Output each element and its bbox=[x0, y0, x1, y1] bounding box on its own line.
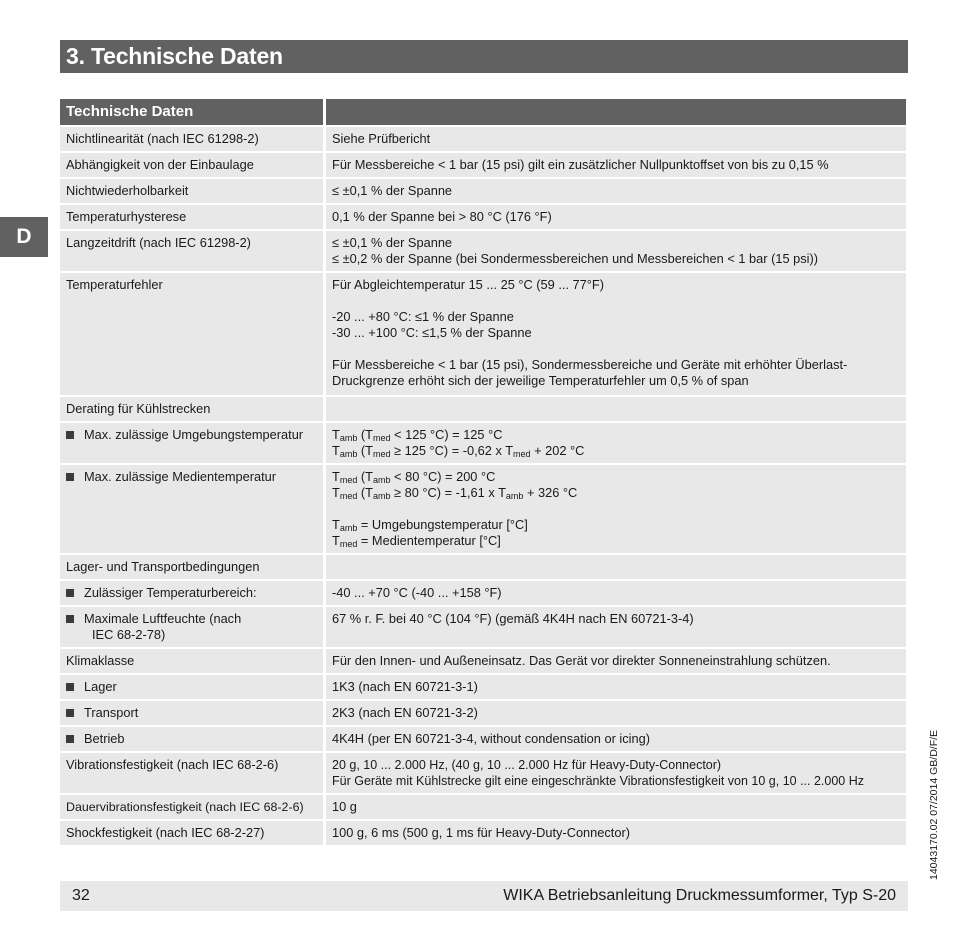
row-label: Klimaklasse bbox=[60, 649, 323, 673]
row-label-text: Zulässiger Temperaturbereich: bbox=[84, 585, 257, 600]
value-line: -20 ... +80 °C: ≤1 % der Spanne bbox=[332, 309, 514, 324]
row-value: 4K4H (per EN 60721-3-4, without condensation or icing) bbox=[326, 727, 906, 751]
value-line: -30 ... +100 °C: ≤1,5 % der Spanne bbox=[332, 325, 532, 340]
label-line: Maximale Luftfeuchte (nach bbox=[66, 611, 317, 627]
bullet-icon bbox=[66, 473, 74, 481]
table-header-title: Technische Daten bbox=[60, 99, 323, 125]
row-label-text: Lager bbox=[84, 679, 117, 694]
table-row bbox=[60, 795, 906, 819]
value-line: ≤ ±0,2 % der Spanne (bei Sondermessbereichen und Messbereichen < 1 bar (15 psi)) bbox=[332, 251, 819, 266]
row-label: Derating für Kühlstrecken bbox=[60, 397, 323, 421]
bullet-icon bbox=[66, 709, 74, 717]
row-value: ≤ ±0,1 % der Spanne bbox=[326, 179, 906, 203]
language-tab-label: D bbox=[16, 225, 32, 248]
row-value bbox=[326, 753, 906, 793]
row-value: -40 ... +70 °C (-40 ... +158 °F) bbox=[326, 581, 906, 605]
bullet-icon bbox=[66, 589, 74, 597]
row-label: Lager- und Transportbedingungen bbox=[60, 555, 323, 579]
row-label bbox=[60, 607, 323, 647]
row-value: Für den Innen- und Außeneinsatz. Das Gerät vor direkter Sonneneinstrahlung schützen. bbox=[326, 649, 906, 673]
value-line: ≤ ±0,1 % der Spanne bbox=[332, 235, 453, 250]
row-value: 1K3 (nach EN 60721-3-1) bbox=[326, 675, 906, 699]
row-value: 100 g, 6 ms (500 g, 1 ms für Heavy-Duty-Connector) bbox=[326, 821, 906, 845]
row-label bbox=[60, 465, 323, 553]
row-value: Für Messbereiche < 1 bar (15 psi) gilt ein zusätzlicher Nullpunktoffset von bis zu 0,15 % bbox=[326, 153, 906, 177]
table-header bbox=[60, 99, 906, 125]
row-value: 10 g bbox=[326, 795, 906, 819]
row-label bbox=[60, 675, 323, 699]
table-row bbox=[60, 423, 906, 463]
row-label-text: Transport bbox=[84, 705, 139, 720]
row-value: Siehe Prüfbericht bbox=[326, 127, 906, 151]
row-value bbox=[326, 231, 906, 271]
row-value: 67 % r. F. bei 40 °C (104 °F) (gemäß 4K4H nach EN 60721-3-4) bbox=[326, 607, 906, 647]
row-value bbox=[326, 273, 906, 395]
table-row bbox=[60, 231, 906, 271]
section-title: 3. Technische Daten bbox=[66, 43, 283, 69]
value-line: $T_{med}$ = Medientemperatur [°C] bbox=[332, 533, 501, 549]
section-header-bar bbox=[60, 40, 908, 73]
row-label bbox=[60, 581, 323, 605]
table-row bbox=[60, 179, 906, 203]
table-row bbox=[60, 397, 906, 421]
language-tab bbox=[0, 217, 48, 257]
table-row bbox=[60, 675, 906, 699]
row-value bbox=[326, 465, 906, 553]
row-label-text: Max. zulässige Umgebungstemperatur bbox=[84, 427, 304, 442]
table-row bbox=[60, 465, 906, 553]
table-row bbox=[60, 273, 906, 395]
table-row bbox=[60, 581, 906, 605]
value-line: 20 g, 10 ... 2.000 Hz, (40 g, 10 ... 2.000 Hz für Heavy-Duty-Connector) bbox=[332, 758, 722, 772]
row-value bbox=[326, 423, 906, 463]
row-value: 0,1 % der Spanne bei > 80 °C (176 °F) bbox=[326, 205, 906, 229]
value-line: Für Abgleichtemperatur 15 ... 25 °C (59 ... 77°F) bbox=[332, 277, 604, 292]
value-line: Für Geräte mit Kühlstrecke gilt eine eingeschränkte Vibrationsfestigkeit von 10 g, 10 ... 2.000 Hz bbox=[332, 774, 864, 788]
row-label: Langzeitdrift (nach IEC 61298-2) bbox=[60, 231, 323, 271]
bullet-icon bbox=[66, 683, 74, 691]
row-label: Shockfestigkeit (nach IEC 68-2-27) bbox=[60, 821, 323, 845]
footer-title: WIKA Betriebsanleitung Druckmessumformer, Typ S-20 bbox=[503, 887, 896, 904]
value-line: Druckgrenze erhöht sich der jeweilige Temperaturfehler um 0,5 % of span bbox=[332, 373, 749, 388]
value-line: $T_{amb}$ ($T_{med} < 125$ °C) = 125 °C bbox=[332, 427, 503, 443]
row-label: Dauervibrationsfestigkeit (nach IEC 68-2-6) bbox=[60, 795, 323, 819]
row-value: 2K3 (nach EN 60721-3-2) bbox=[326, 701, 906, 725]
table-row bbox=[60, 649, 906, 673]
bullet-icon bbox=[66, 431, 74, 439]
table-header-blank bbox=[326, 99, 906, 125]
row-label bbox=[60, 727, 323, 751]
row-label bbox=[60, 423, 323, 463]
document-code: 14043170.02 07/2014 GB/D/F/E bbox=[928, 729, 940, 880]
row-label: Nichtlinearität (nach IEC 61298-2) bbox=[60, 127, 323, 151]
table-row bbox=[60, 821, 906, 845]
table-row bbox=[60, 753, 906, 793]
label-line: IEC 68-2-78) bbox=[92, 627, 166, 642]
table-row bbox=[60, 153, 906, 177]
value-line: $T_{amb}$ = Umgebungstemperatur [°C] bbox=[332, 517, 528, 533]
row-label-text: Max. zulässige Medientemperatur bbox=[84, 469, 277, 484]
row-label: Temperaturfehler bbox=[60, 273, 323, 395]
table-row bbox=[60, 701, 906, 725]
value-line: $T_{med}$ ($T_{amb} \ge 80$ °C) = -1,61 x $T_{amb} + 326$ °C bbox=[332, 485, 578, 501]
page-number: 32 bbox=[72, 887, 90, 904]
row-label bbox=[60, 701, 323, 725]
row-value-empty bbox=[326, 555, 906, 579]
row-label: Vibrationsfestigkeit (nach IEC 68-2-6) bbox=[60, 753, 323, 793]
spec-table bbox=[60, 99, 906, 845]
row-value-empty bbox=[326, 397, 906, 421]
table-row bbox=[60, 555, 906, 579]
table-row bbox=[60, 607, 906, 647]
value-line: Für Messbereiche < 1 bar (15 psi), Sondermessbereiche und Geräte mit erhöhter Überlast- bbox=[332, 357, 848, 372]
table-row bbox=[60, 727, 906, 751]
row-label: Abhängigkeit von der Einbaulage bbox=[60, 153, 323, 177]
value-line: $T_{amb}$ ($T_{med} \ge 125$ °C) = -0,62 x $T_{med} + 202$ °C bbox=[332, 443, 585, 459]
bullet-icon bbox=[66, 735, 74, 743]
row-label: Temperaturhysterese bbox=[60, 205, 323, 229]
row-label: Nichtwiederholbarkeit bbox=[60, 179, 323, 203]
value-line: $T_{med}$ ($T_{amb} < 80$ °C) = 200 °C bbox=[332, 469, 496, 485]
page-footer bbox=[60, 881, 908, 911]
bullet-icon bbox=[66, 615, 74, 623]
table-row bbox=[60, 127, 906, 151]
row-label-text: Betrieb bbox=[84, 731, 125, 746]
table-row bbox=[60, 205, 906, 229]
